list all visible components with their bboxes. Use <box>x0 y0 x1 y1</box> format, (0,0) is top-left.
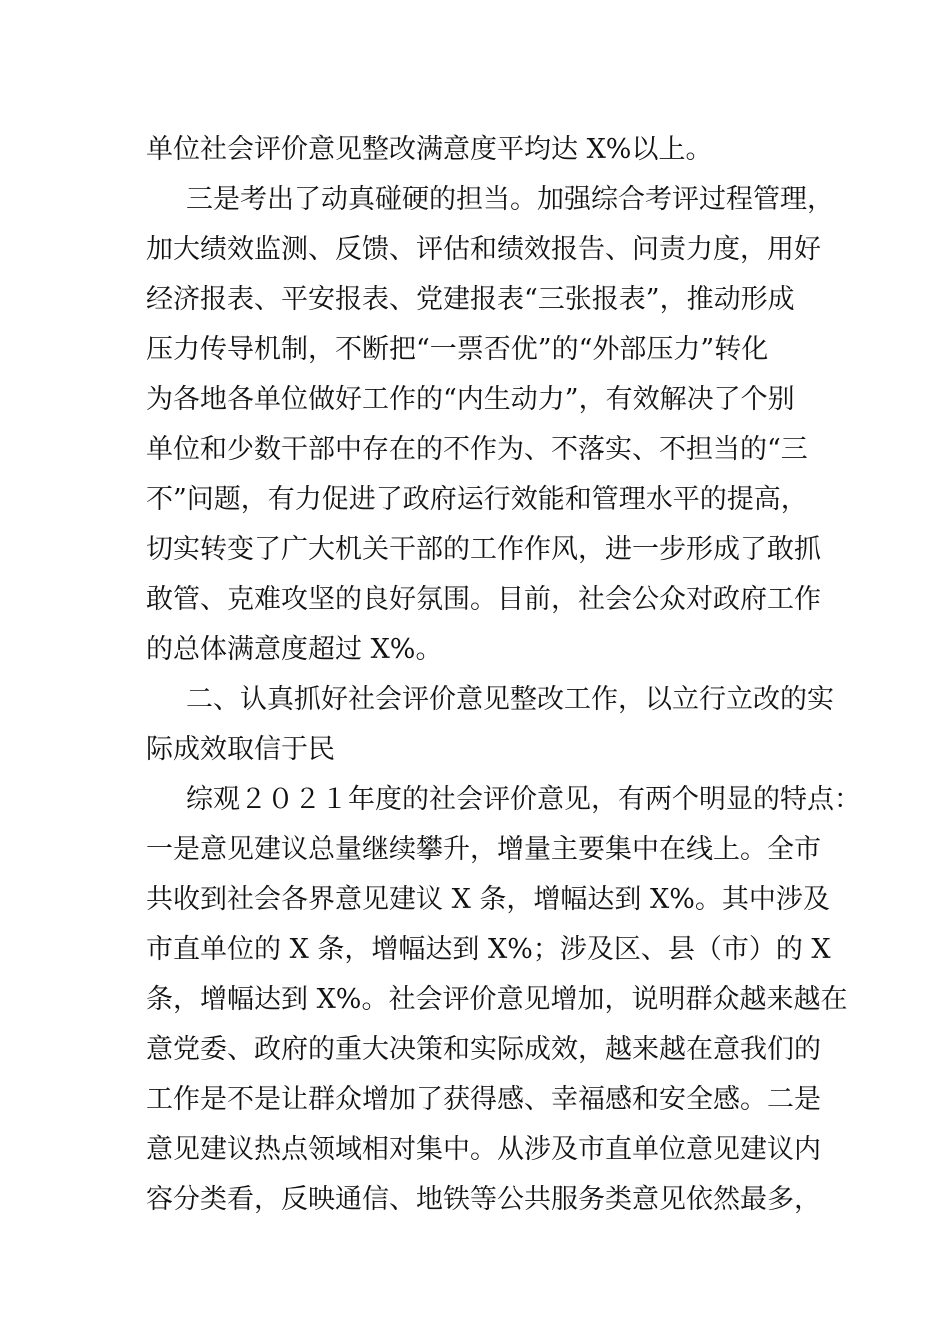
text-line: 容分类看，反映通信、地铁等公共服务类意见依然最多， <box>146 1184 821 1215</box>
section-heading-cont: 际成效取信于民 <box>146 734 335 765</box>
text-line: 为各地各单位做好工作的“内生动力”，有效解决了个别 <box>146 384 795 415</box>
text-line: 市直单位的 X 条，增幅达到 X%；涉及区、县（市）的 X <box>146 934 831 965</box>
text-line: 的总体满意度超过 X%。 <box>146 634 443 665</box>
text-line: 经济报表、平安报表、党建报表“三张报表”，推动形成 <box>146 284 795 315</box>
paragraph-3-start: 三是考出了动真碰硬的担当。加强综合考评过程管理， <box>186 184 834 215</box>
text-line: 切实转变了广大机关干部的工作作风，进一步形成了敢抓 <box>146 534 821 565</box>
text-line: 一是意见建议总量继续攀升，增量主要集中在线上。全市 <box>146 834 821 865</box>
text-line: 意党委、政府的重大决策和实际成效，越来越在意我们的 <box>146 1034 821 1065</box>
text-line: 条，增幅达到 X%。社会评价意见增加，说明群众越来越在 <box>146 984 848 1015</box>
text-line: 不”问题，有力促进了政府运行效能和管理水平的提高， <box>146 484 808 515</box>
text-line: 意见建议热点领域相对集中。从涉及市直单位意见建议内 <box>146 1134 821 1165</box>
text-line: 加大绩效监测、反馈、评估和绩效报告、问责力度，用好 <box>146 234 821 265</box>
section-heading: 二、认真抓好社会评价意见整改工作，以立行立改的实 <box>186 684 834 715</box>
text-line: 共收到社会各界意见建议 X 条，增幅达到 X%。其中涉及 <box>146 884 830 915</box>
text-line: 单位社会评价意见整改满意度平均达 X%以上。 <box>146 134 713 165</box>
text-line: 单位和少数干部中存在的不作为、不落实、不担当的“三 <box>146 434 808 465</box>
text-line: 敢管、克难攻坚的良好氛围。目前，社会公众对政府工作 <box>146 584 821 615</box>
paragraph-start: 综观２０２１年度的社会评价意见，有两个明显的特点： <box>186 784 861 815</box>
text-line: 压力传导机制，不断把“一票否优”的“外部压力”转化 <box>146 334 769 365</box>
text-line: 工作是不是让群众增加了获得感、幸福感和安全感。二是 <box>146 1084 821 1115</box>
